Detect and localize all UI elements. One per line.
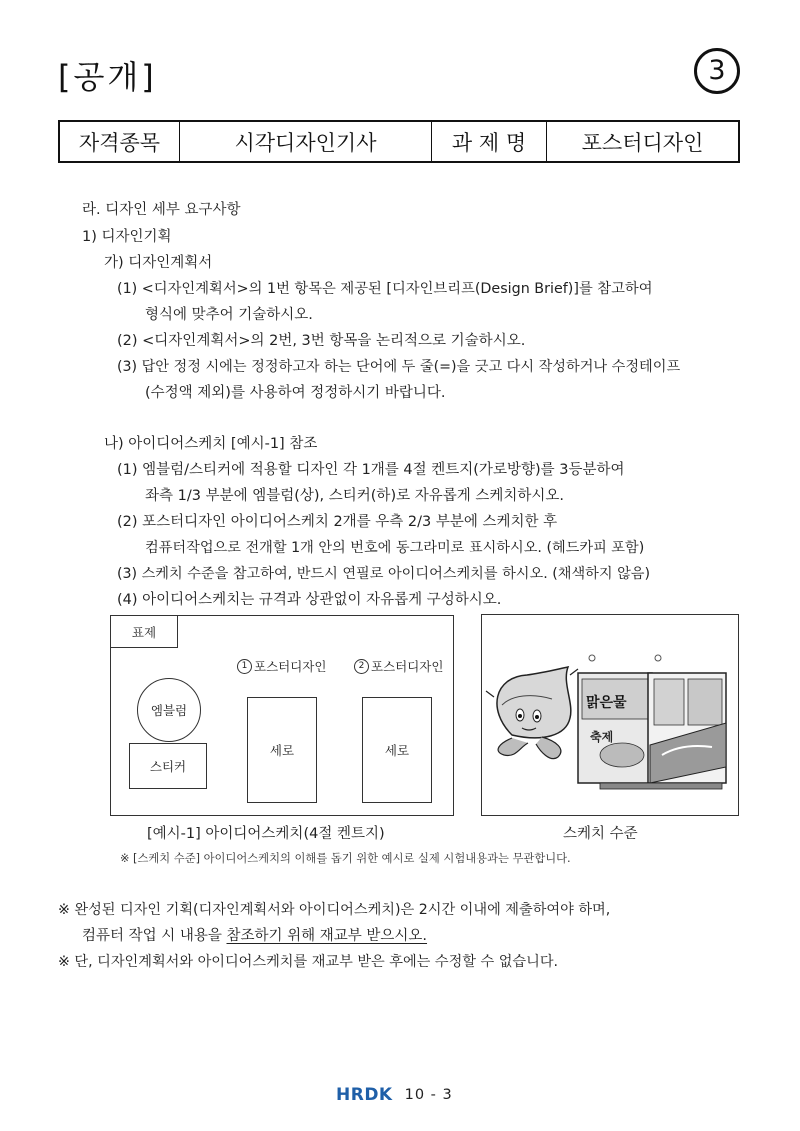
instruction-line: (1) 엠블럼/스티커에 적용할 디자인 각 1개를 4절 켄트지(가로방향)를 3등분하여	[117, 462, 625, 478]
item-design-plan-heading: 가) 디자인계획서	[104, 255, 213, 271]
example-caption-left: [예시-1] 아이디어스케치(4절 켄트지)	[147, 826, 385, 842]
poster-label: 포스터디자인	[371, 659, 444, 674]
section-heading: 라. 디자인 세부 요구사항	[82, 202, 241, 218]
page-number: 10 - 3	[404, 1087, 453, 1103]
poster-label: 포스터디자인	[254, 659, 327, 674]
page-footer	[336, 1085, 453, 1105]
circled-number-2: 2	[354, 659, 369, 674]
document-status-label: [공개]	[58, 58, 157, 96]
circled-number-1: 1	[237, 659, 252, 674]
sketch-subhead: 축제	[590, 730, 614, 744]
poster-sketches	[578, 673, 726, 789]
poster-frame-1	[247, 697, 317, 803]
example-disclaimer-note: ※ [스케치 수준] 아이디어스케치의 이해를 돕기 위한 예시로 실제 시험내용과는 무관합니다.	[120, 852, 571, 865]
exam-info-table	[58, 120, 740, 163]
instruction-line: (4) 아이디어스케치는 규격과 상관없이 자유롭게 구성하시오.	[117, 592, 502, 608]
emblem-circle	[137, 678, 201, 742]
sticker-label: 스티커	[149, 759, 187, 774]
mascot-sketch	[486, 667, 578, 759]
note-no-revision: ※ 단, 디자인계획서와 아이디어스케치를 재교부 받은 후에는 수정할 수 없습니다.	[58, 954, 559, 970]
circled-page-number: 3	[694, 48, 740, 94]
note-reissue-text: 컴퓨터 작업 시 내용을	[82, 928, 227, 944]
note-reissue-emphasis: 참조하기 위해 재교부 받으시오.	[226, 928, 428, 944]
note-submission: ※ 완성된 디자인 기획(디자인계획서와 아이디어스케치)은 2시간 이내에 제출하여야 하며,	[58, 902, 611, 918]
table-cell-task-label: 과 제 명	[432, 122, 547, 161]
table-cell-category-label: 자격종목	[60, 122, 180, 161]
note-reissue	[82, 929, 427, 944]
subsection-planning: 1) 디자인기획	[82, 229, 172, 245]
instruction-line: 형식에 맞추어 기술하시오.	[145, 307, 313, 323]
vertical-label: 세로	[384, 743, 410, 758]
instruction-line: (1) <디자인계획서>의 1번 항목은 제공된 [디자인브리프(Design Brief)]를 참고하여	[117, 281, 653, 297]
poster-option-1-label	[237, 657, 326, 675]
table-cell-category-value: 시각디자인기사	[180, 122, 432, 161]
poster-frame-2	[362, 697, 432, 803]
sketch-headline: 맑은물	[586, 695, 627, 711]
vertical-label: 세로	[269, 743, 295, 758]
instruction-line: 컴퓨터작업으로 전개할 1개 안의 번호에 동그라미로 표시하시오. (헤드카피 포함)	[145, 540, 645, 556]
example-sketch-layout	[110, 615, 454, 816]
instruction-line: (3) 답안 정정 시에는 정정하고자 하는 단어에 두 줄(=)을 긋고 다시 작성하거나 수정테이프	[117, 359, 681, 375]
poster-option-2-label	[354, 657, 443, 675]
instruction-line: (수정액 제외)를 사용하여 정정하시기 바랍니다.	[145, 385, 446, 401]
sketch-illustration	[482, 615, 738, 815]
instruction-line: (3) 스케치 수준을 참고하여, 반드시 연필로 아이디어스케치를 하시오. (채색하지 않음)	[117, 566, 651, 582]
instruction-line: 좌측 1/3 부분에 엠블럼(상), 스티커(하)로 자유롭게 스케치하시오.	[145, 488, 565, 504]
sticker-box	[129, 743, 207, 789]
hrdk-logo: HRDK	[336, 1085, 393, 1105]
emblem-label: 엠블럼	[150, 703, 188, 718]
title-label-box	[110, 615, 178, 648]
title-label: 표제	[131, 624, 157, 640]
sketch-level-example	[481, 614, 739, 816]
example-caption-right: 스케치 수준	[563, 826, 638, 842]
table-cell-task-value: 포스터디자인	[581, 130, 704, 155]
instruction-line: (2) <디자인계획서>의 2번, 3번 항목을 논리적으로 기술하시오.	[117, 333, 526, 349]
instruction-line: (2) 포스터디자인 아이디어스케치 2개를 우측 2/3 부분에 스케치한 후	[117, 514, 558, 530]
item-idea-sketch-heading: 나) 아이디어스케치 [예시-1] 참조	[104, 436, 318, 452]
